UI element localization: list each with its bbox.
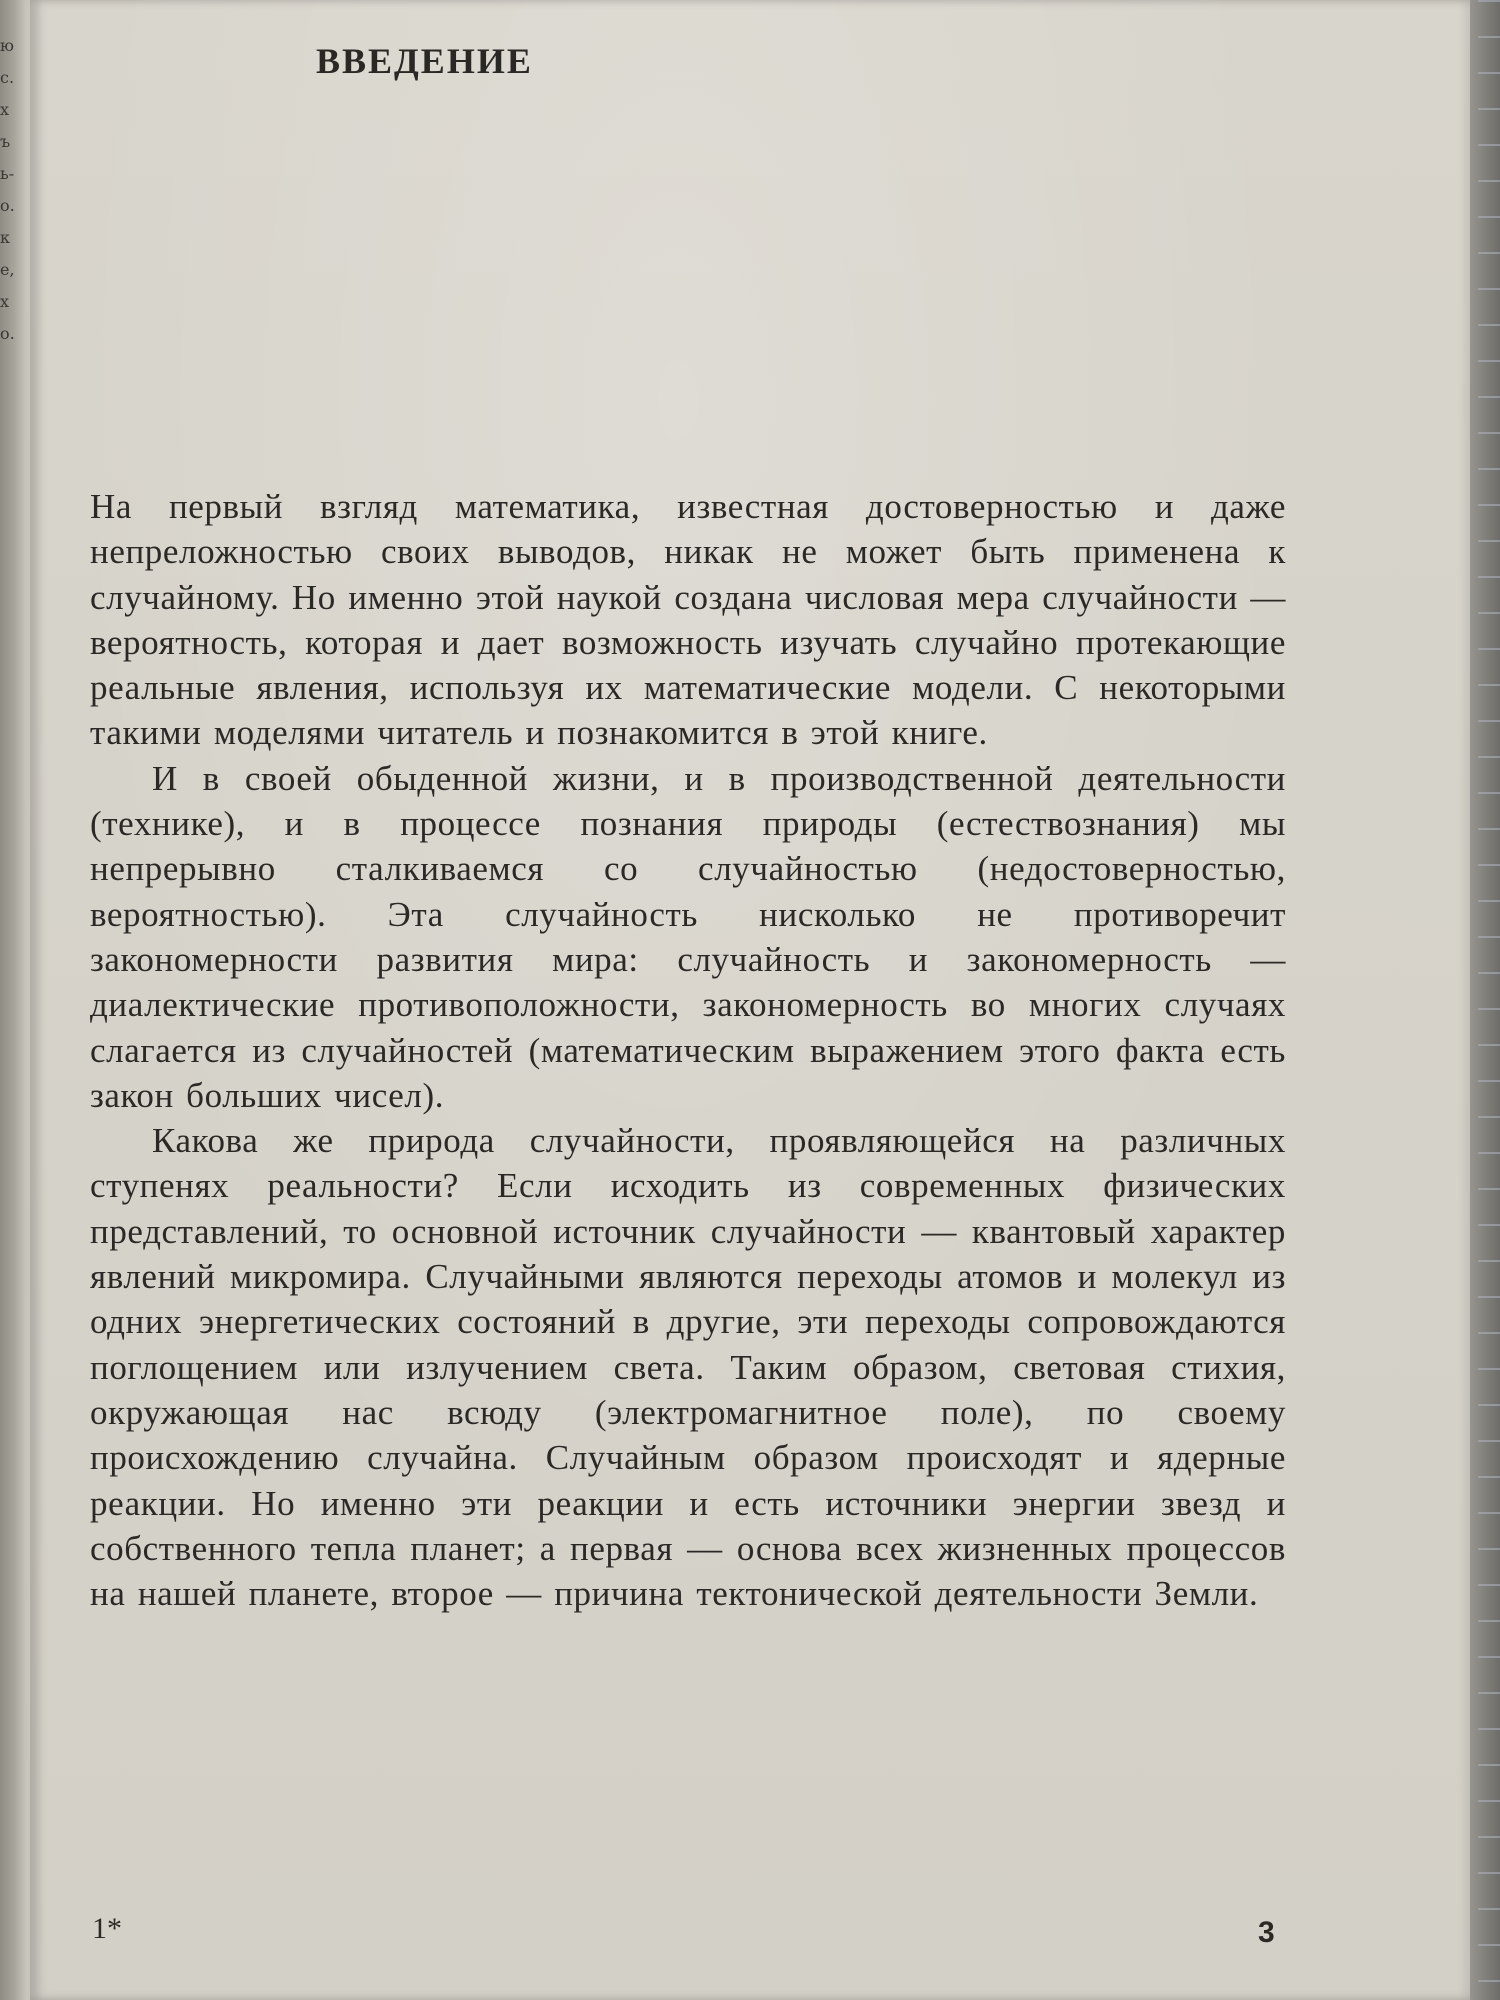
edge-fragment: о. [0,324,15,343]
edge-fragment: х [0,100,10,119]
edge-fragment: е, [0,260,15,279]
chapter-heading: ВВЕДЕНИЕ [316,41,533,81]
edge-fragment: о. [0,196,15,215]
notebook-edge [1478,0,1500,2000]
edge-fragment: ъ [0,132,11,151]
previous-page-edge [0,30,18,350]
paragraph-1: На первый взгляд математика, известная достоверностью и даже непреложностью своих выводов, никак не может быть применена к случайному. Но именно этой наукой создана числовая мера случайности — вероятность, которая и дает возможность изучать случайно протекающие реальные явления, используя их математические модели. С некоторыми такими моделями читатель и познакомится в этой книге. [90,487,1286,753]
paragraph-2: И в своей обыденной жизни, и в производственной деятельности (технике), и в процессе познания природы (естествознания) мы непрерывно сталкиваемся со случайностью (недостоверностью, вероятностью). Эта случайность нисколько не противоречит закономерности развития мира: случайность и закономерность — диалектические противоположности, закономерность во многих случаях слагается из случайностей (математическим выражением этого факта есть закон больших чисел). [90,758,1286,1115]
signature-mark: 1* [92,1912,122,1945]
edge-fragment: ь- [0,164,15,183]
edge-fragment: ю [0,36,14,55]
book-page [30,0,1470,2000]
paragraph-3: Какова же природа случайности, проявляющейся на различных ступенях реальности? Если исходить из современных физических представлений, то основной источник случайности — квантовый характер явлений микромира. Случайными являются переходы атомов и молекул из одних энергетических состояний в другие, эти переходы сопровождаются поглощением или излучением света. Таким образом, световая стихия, окружающая нас всюду (электромагнитное поле), по своему происхождению случайна. Случайным образом происходят и ядерные реакции. Но именно эти реакции и есть источники энергии звезд и собственного тепла планет; а первая — основа всех жизненных процессов на нашей планете, второе — причина тектонической деятельности Земли. [90,1121,1286,1614]
edge-fragment: к [0,228,10,247]
body-text [90,484,1286,1616]
edge-fragment: х [0,292,10,311]
page-number: 3 [1258,1916,1275,1949]
edge-fragment: с. [0,68,15,87]
